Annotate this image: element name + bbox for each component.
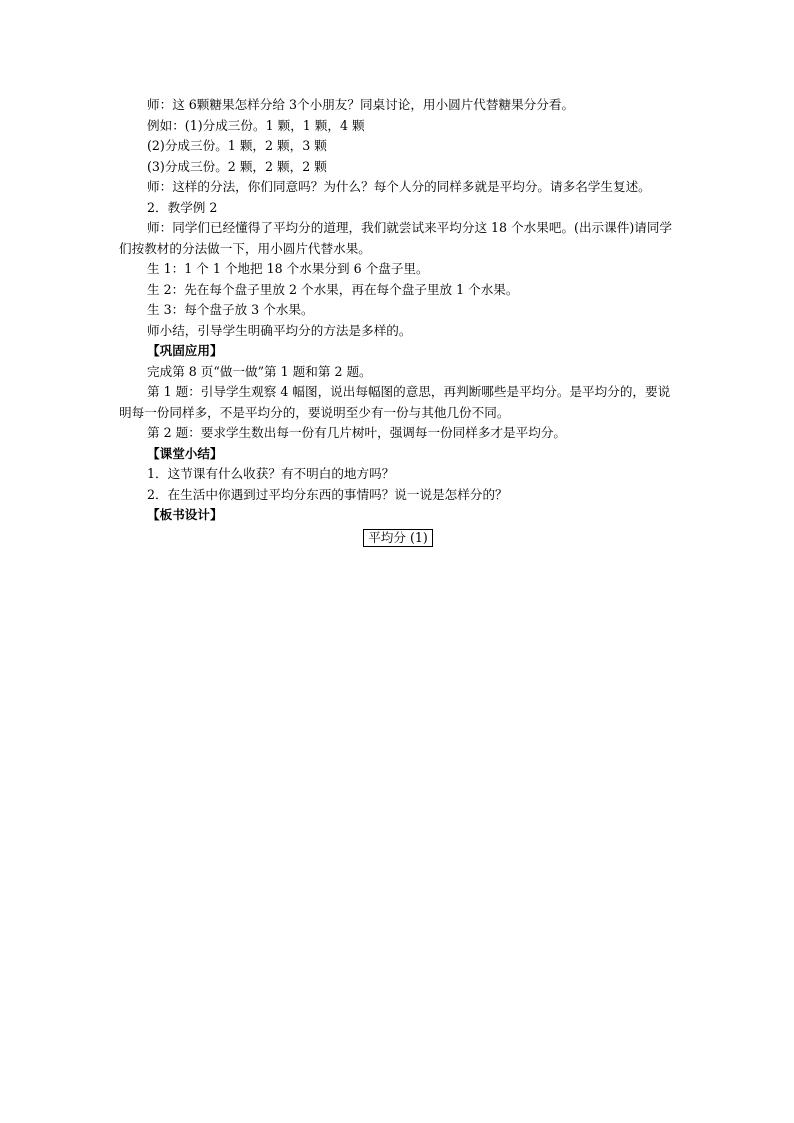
paragraph-teacher-instruction: 师：同学们已经懂得了平均分的道理，我们就尝试来平均分这 18 个水果吧。(出示课件)请同学们按教材的分法做一下，用小圆片代替水果。 xyxy=(119,220,673,256)
paragraph-student-2: 生 2：先在每个盘子里放 2 个水果，再在每个盘子里放 1 个水果。 xyxy=(147,281,519,297)
section-heading-summary: 【课堂小结】 xyxy=(147,445,223,461)
paragraph-example-3: (3)分成三份。2 颗，2 颗，2 颗 xyxy=(147,158,327,174)
paragraph-teacher-summary: 师：这样的分法，你们同意吗？为什么？每个人分的同样多就是平均分。请多名学生复述。 xyxy=(147,179,651,194)
paragraph-summary-question-1: 1．这节课有什么收获？有不明白的地方吗？ xyxy=(147,466,395,481)
paragraph-exercise-2: 第 2 题：要求学生数出每一份有几片树叶，强调每一份同样多才是平均分。 xyxy=(147,425,567,440)
board-design xyxy=(119,528,677,549)
paragraph-summary-question-2: 2．在生活中你遇到过平均分东西的事情吗？说一说是怎样分的？ xyxy=(147,486,508,502)
board-title-box: 平均分 (1) xyxy=(363,529,433,547)
paragraph-example-1: 例如：(1)分成三份。1 颗，1 颗，4 颗 xyxy=(147,117,365,133)
paragraph-complete-exercise: 完成第 8 页“做一做”第 1 题和第 2 题。 xyxy=(147,363,372,379)
document-body xyxy=(119,95,677,548)
paragraph-teaching-example-2: 2．教学例 2 xyxy=(147,199,218,215)
paragraph-teacher-conclusion: 师小结，引导学生明确平均分的方法是多样的。 xyxy=(147,322,412,338)
paragraph-student-1: 生 1：1 个 1 个地把 18 个水果分到 6 个盘子里。 xyxy=(147,261,429,276)
section-heading-board-design: 【板书设计】 xyxy=(147,507,223,522)
paragraph-student-3: 生 3：每个盘子放 3 个水果。 xyxy=(147,302,314,317)
paragraph-exercise-1: 第 1 题：引导学生观察 4 幅图，说出每幅图的意思，再判断哪些是平均分。是平均分的，要说明每一份同样多，不是平均分的，要说明至少有一份与其他几份不同。 xyxy=(119,384,671,420)
paragraph-example-2: (2)分成三份。1 颗，2 颗，3 颗 xyxy=(147,138,327,153)
section-heading-practice: 【巩固应用】 xyxy=(147,343,223,358)
paragraph-teacher-question: 师：这 6颗糖果怎样分给 3个小朋友？同桌讨论，用小圆片代替糖果分分看。 xyxy=(147,97,575,112)
